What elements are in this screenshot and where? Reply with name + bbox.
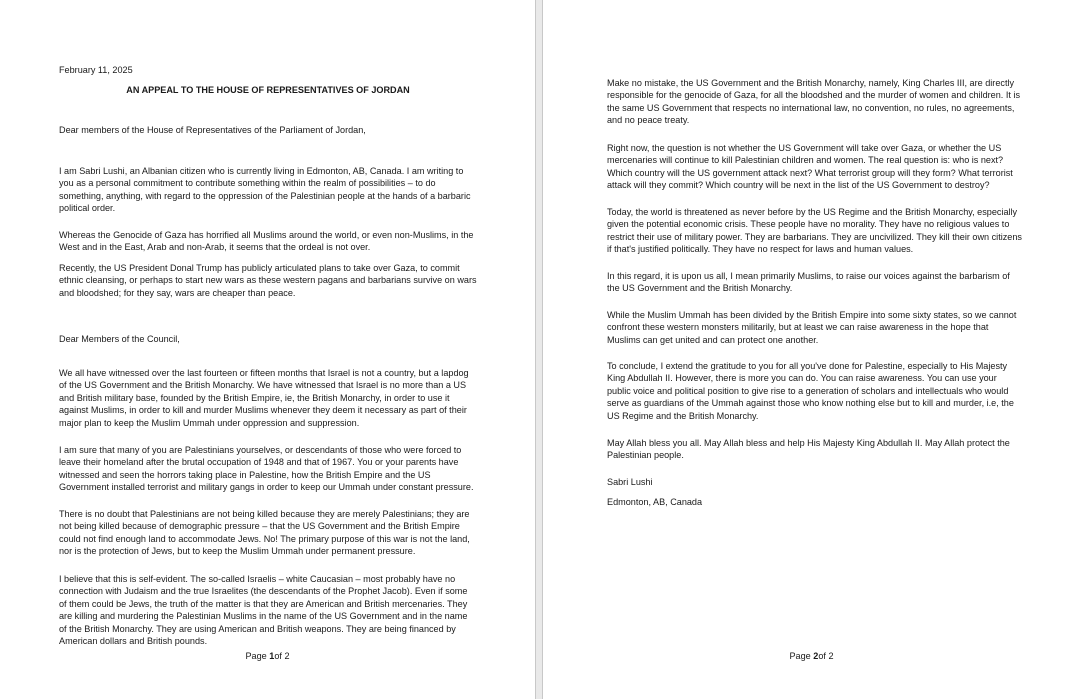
paragraph-2 bbox=[607, 142, 1023, 192]
paragraph-7 bbox=[607, 437, 1023, 462]
letter-title: AN APPEAL TO THE HOUSE OF REPRESENTATIVES OF JORDAN bbox=[126, 85, 410, 95]
signature-location bbox=[607, 496, 1023, 508]
salutation-text: Dear Members of the Council, bbox=[59, 334, 180, 344]
paragraph-text: In this regard, it is upon us all, I mean primarily Muslims, to raise our voices against the barbarism of the US Government and the British Monarchy. bbox=[607, 271, 1010, 294]
page-label-of: of bbox=[274, 651, 285, 661]
paragraph-text: May Allah bless you all. May Allah bless and help His Majesty King Abdullah II. May Allah protect the Palestinian people. bbox=[607, 438, 1010, 461]
paragraph-text: Recently, the US President Donal Trump has publicly articulated plans to take over Gaza, to commit ethnic cleansing, or perhaps to start new wars as these western pagans and barbarians survive on wars and bloodshed; for they say, wars are cheaper than peace. bbox=[59, 263, 477, 298]
paragraph-text: Right now, the question is not whether the US Government will take over Gaza, or whether the US mercenaries will continue to kill Palestinian children and women. The real question is: who is next? Which country will the US government attack next? What terrorist group will they form? What terrorist attack will they commit? Which country will be next in the list of the US Government to destroy? bbox=[607, 143, 1013, 191]
paragraph-text: While the Muslim Ummah has been divided by the British Empire into some sixty states, so we cannot confront these western monsters militarily, but at least we can raise awareness in the hope that Muslims can get united and can protect one another. bbox=[607, 310, 1017, 345]
paragraph-text: We all have witnessed over the last fourteen or fifteen months that Israel is not a country, but a lapdog of the US Government and the British Monarchy. We have witnessed that Israel is no more than a US and British military base, founded by the British Empire, ie, the British Monarchy, in order to use it against Muslims, in order to kill and murder Muslims whenever they deem it necessary as part of their major plan to keep the Muslim Ummah under oppression and suppression. bbox=[59, 368, 469, 428]
paragraph-1 bbox=[607, 77, 1023, 127]
page-total: 2 bbox=[284, 651, 290, 661]
paragraph-1 bbox=[59, 165, 477, 215]
paragraph-text: I am Sabri Lushi, an Albanian citizen who is currently living in Edmonton, AB, Canada. I am writing to you as a personal commitment to contribute something within the realm of possibilities – to do something, anything, with regard to the oppression of the Palestinian people at the hands of a barbaric political order. bbox=[59, 166, 471, 214]
paragraph-2 bbox=[59, 229, 477, 254]
page-number bbox=[0, 650, 535, 662]
paragraph-3 bbox=[59, 262, 477, 299]
letter-date: February 11, 2025 bbox=[59, 65, 133, 75]
page-1 bbox=[0, 0, 536, 699]
paragraph-text: I believe that this is self-evident. The so-called Israelis – white Caucasian – most probably have no connection with Judaism and the true Israelites (the descendants of the Prophet Jacob). Even if some of them could be Jews, the truth of the matter is that they are American and British mercenaries. They are killing and murdering the Palestinian Muslims in the name of the US Government and in the name of the British Monarchy. They are using American and British weapons. They are being financed by American dollars and British pounds. bbox=[59, 574, 468, 647]
salutation bbox=[59, 124, 477, 136]
paragraph-text: I am sure that many of you are Palestinians yourselves, or descendants of those who were forced to leave their homeland after the brutal occupation of 1948 and that of 1967. You or your parents have witnessed and seen the horrors taking place in Palestine, how the British Empire and the US Government installed terrorist and military gangs in order to keep our Ummah under constant pressure. bbox=[59, 445, 474, 493]
salutation-2 bbox=[59, 333, 477, 345]
paragraph-text: Make no mistake, the US Government and the British Monarchy, namely, King Charles III, are directly responsible for the genocide of Gaza, for all the bloodshed and the murder of women and children. It is the same US Government that respects no international law, no convention, no rules, no agreements, and no peace treaty. bbox=[607, 78, 1021, 126]
signature-name-text: Sabri Lushi bbox=[607, 477, 653, 487]
paragraph-text: Whereas the Genocide of Gaza has horrified all Muslims around the world, or even non-Muslims, in the West and in the East, Arab and non-Arab, it seems that the ordeal is not over. bbox=[59, 230, 474, 253]
paragraph-5 bbox=[607, 309, 1023, 346]
page-2 bbox=[542, 0, 1080, 699]
paragraph-4 bbox=[607, 270, 1023, 295]
paragraph-5 bbox=[59, 444, 477, 494]
paragraph-text: To conclude, I extend the gratitude to you for all you've done for Palestine, especially to His Majesty King Abdullah II. However, there is more you can do. You can raise awareness. You can use your public voice and political position to give rise to a generation of scholars and intellectuals who would serve as guardians of the Ummah against those who know nothing else but to kill and murder, i.e, the US Regime and the British Monarchy. bbox=[607, 361, 1014, 421]
page-label-of: of bbox=[818, 651, 829, 661]
paragraph-6 bbox=[59, 508, 477, 558]
paragraph-text: There is no doubt that Palestinians are not being killed because they are merely Palestinians; they are not being killed because of demographic pressure – that the US Government and the British Empire could not find enough land to accommodate Jews. No! The primary purpose of this war is not the land, nor is the protection of Jews, but to keep the Muslim Ummah under permanent pressure. bbox=[59, 509, 470, 557]
signature-location-text: Edmonton, AB, Canada bbox=[607, 497, 703, 507]
signature-name bbox=[607, 476, 1023, 488]
paragraph-4 bbox=[59, 367, 477, 429]
page-current: 1 bbox=[269, 651, 275, 661]
paragraph-6 bbox=[607, 360, 1023, 422]
page-current: 2 bbox=[813, 651, 819, 661]
page-label: Page bbox=[789, 651, 814, 661]
paragraph-3 bbox=[607, 206, 1023, 256]
paragraph-text: Today, the world is threatened as never before by the US Regime and the British Monarchy, especially given the potential economic crisis. These people have no morality. They have no religious values to restrict their use of military power. They are barbarians. They are uncivilized. They kill their own citizens if that's justified politically. They have no respect for laws and human values. bbox=[607, 207, 1022, 255]
salutation-text: Dear members of the House of Representatives of the Parliament of Jordan, bbox=[59, 125, 366, 135]
page-number bbox=[543, 650, 1080, 662]
page-total: 2 bbox=[828, 651, 834, 661]
paragraph-7 bbox=[59, 573, 477, 647]
page-label: Page bbox=[245, 651, 270, 661]
